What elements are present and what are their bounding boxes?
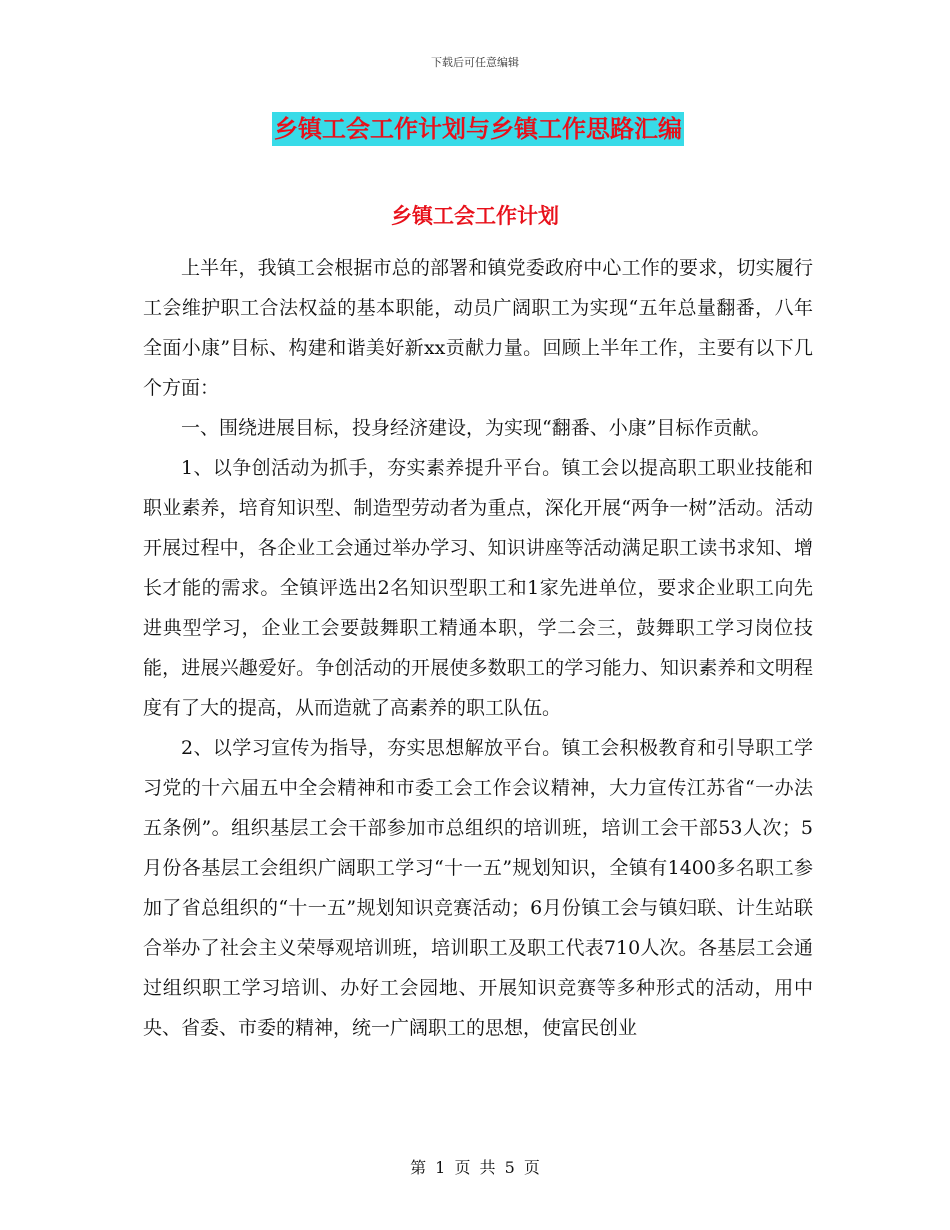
body-text (143, 248, 813, 1048)
header-note: 下载后可任意编辑 (431, 56, 519, 69)
paragraph-item-2: 2、以学习宣传为指导，夯实思想解放平台。镇工会积极教育和引导职工学习党的十六届五中全会精神和市委工会工作会议精神，大力宣传江苏省“一办法五条例”。组织基层工会干部参加市总组织的培训班，培训工会干部53人次；5月份各基层工会组织广阔职工学习“十一五”规划知识，全镇有1400多名职工参加了省总组织的“十一五”规划知识竞赛活动；6月份镇工会与镇妇联、计生站联合举办了社会主义荣辱观培训班，培训职工及职工代表710人次。各基层工会通过组织职工学习培训、办好工会园地、开展知识竞赛等多种形式的活动，用中央、省委、市委的精神，统一广阔职工的思想，使富民创业 (143, 737, 813, 1039)
page-footer: 第 1 页 共 5 页 (410, 1158, 540, 1177)
section-title: 乡镇工会工作计划 (391, 203, 559, 228)
paragraph-intro: 上半年，我镇工会根据市总的部署和镇党委政府中心工作的要求，切实履行工会维护职工合法权益的基本职能，动员广阔职工为实现“五年总量翻番，八年全面小康”目标、构建和谐美好新xx贡献力量。回顾上半年工作，主要有以下几个方面： (143, 257, 813, 399)
document-title: 乡镇工会工作计划与乡镇工作思路汇编 (272, 112, 684, 146)
paragraph-heading-1: 一、围绕进展目标，投身经济建设，为实现“翻番、小康”目标作贡献。 (181, 417, 771, 439)
paragraph-item-1: 1、以争创活动为抓手，夯实素养提升平台。镇工会以提高职工职业技能和职业素养，培育知识型、制造型劳动者为重点，深化开展“两争一树”活动。活动开展过程中，各企业工会通过举办学习、知识讲座等活动满足职工读书求知、增长才能的需求。全镇评选出2名知识型职工和1家先进单位，要求企业职工向先进典型学习，企业工会要鼓舞职工精通本职，学二会三，鼓舞职工学习岗位技能，进展兴趣爱好。争创活动的开展使多数职工的学习能力、知识素养和文明程度有了大的提高，从而造就了高素养的职工队伍。 (143, 457, 813, 719)
